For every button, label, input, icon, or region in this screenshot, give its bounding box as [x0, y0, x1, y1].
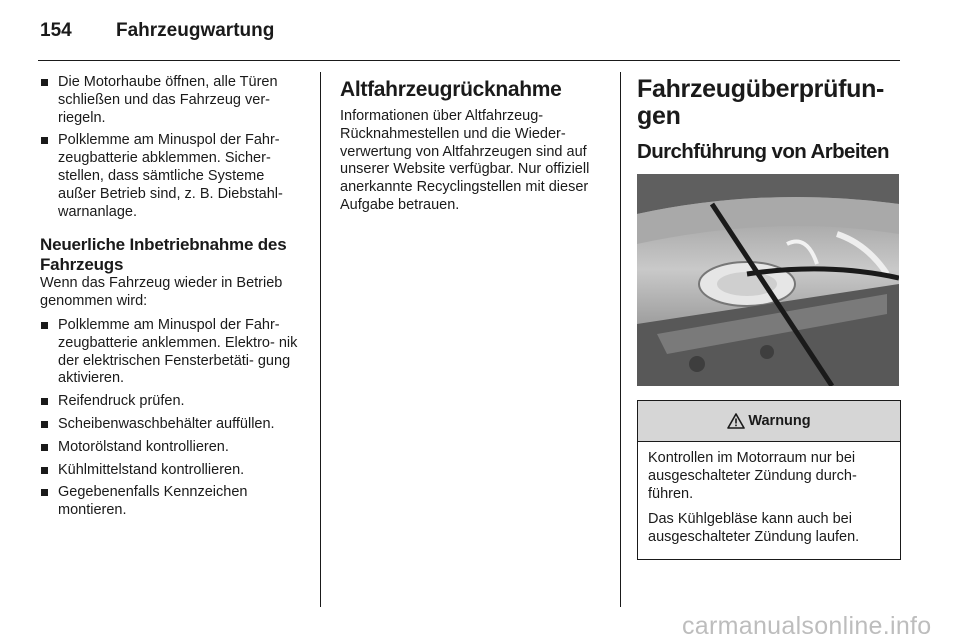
header-rule [38, 60, 900, 61]
recycling-text: Informationen über Altfahrzeug- Rücknahmestellen und die Wieder- verwertung von Altfahrzeugen sind auf unserer Website verfügbar. Nur offiziell anerkannte Recyclingstellen mit dieser Aufgabe betrauen. [340, 108, 590, 213]
column-divider-2 [620, 72, 621, 607]
intro-text: Wenn das Fahrzeug wieder in Betrieb genommen wird: [40, 275, 283, 310]
bullet-list-shutdown [40, 74, 304, 221]
column-recycling [340, 74, 600, 221]
section-heading-vehicle-checks: Fahrzeugüberprüfun- gen [637, 75, 885, 130]
list-item: Reifendruck prüfen. [40, 393, 304, 411]
engine-bay-photo [637, 174, 899, 386]
list-item: Kühlmittelstand kontrollieren. [40, 462, 304, 480]
list-item: Motorölstand kontrollieren. [40, 439, 304, 457]
warning-header [638, 401, 900, 442]
warning-triangle-icon [727, 413, 745, 429]
warning-text: Kontrollen im Motorraum nur bei ausgeschalteter Zündung durch- führen. [648, 450, 857, 502]
column-divider-1 [320, 72, 321, 607]
section-subheading-performing-work: Durchführung von Arbeiten [637, 140, 889, 163]
page-header [40, 20, 900, 60]
list-item: Die Motorhaube öffnen, alle Türen schließen und das Fahrzeug ver- riegeln. [40, 74, 304, 127]
warning-box [637, 400, 901, 560]
column-storage [40, 74, 304, 525]
section-heading-recommissioning: Neuerliche Inbetriebnahme des Fahrzeugs [40, 235, 287, 275]
warning-title: Warnung [748, 413, 811, 429]
section-heading-recycling: Altfahrzeugrücknahme [340, 78, 562, 101]
page-number: 154 [40, 20, 72, 41]
column-vehicle-checks [637, 74, 901, 560]
page-title: Fahrzeugwartung [116, 20, 275, 41]
list-item: Scheibenwaschbehälter auffüllen. [40, 416, 304, 434]
bullet-list-recommissioning [40, 317, 304, 520]
list-item: Gegebenenfalls Kennzeichen montieren. [40, 484, 304, 520]
warning-text: Das Kühlgebläse kann auch bei ausgeschalteter Zündung laufen. [648, 511, 860, 546]
watermark: carmanualsonline.info [682, 612, 932, 640]
list-item: Polklemme am Minuspol der Fahr- zeugbatterie anklemmen. Elektro- nik der elektrischen Fensterbetäti- gung aktivieren. [40, 317, 304, 388]
list-item: Polklemme am Minuspol der Fahr- zeugbatterie abklemmen. Sicher- stellen, dass sämtliche Systeme außer Betrieb sind, z. B. Diebstahl- warnanlage. [40, 132, 304, 221]
warning-body [638, 442, 900, 559]
